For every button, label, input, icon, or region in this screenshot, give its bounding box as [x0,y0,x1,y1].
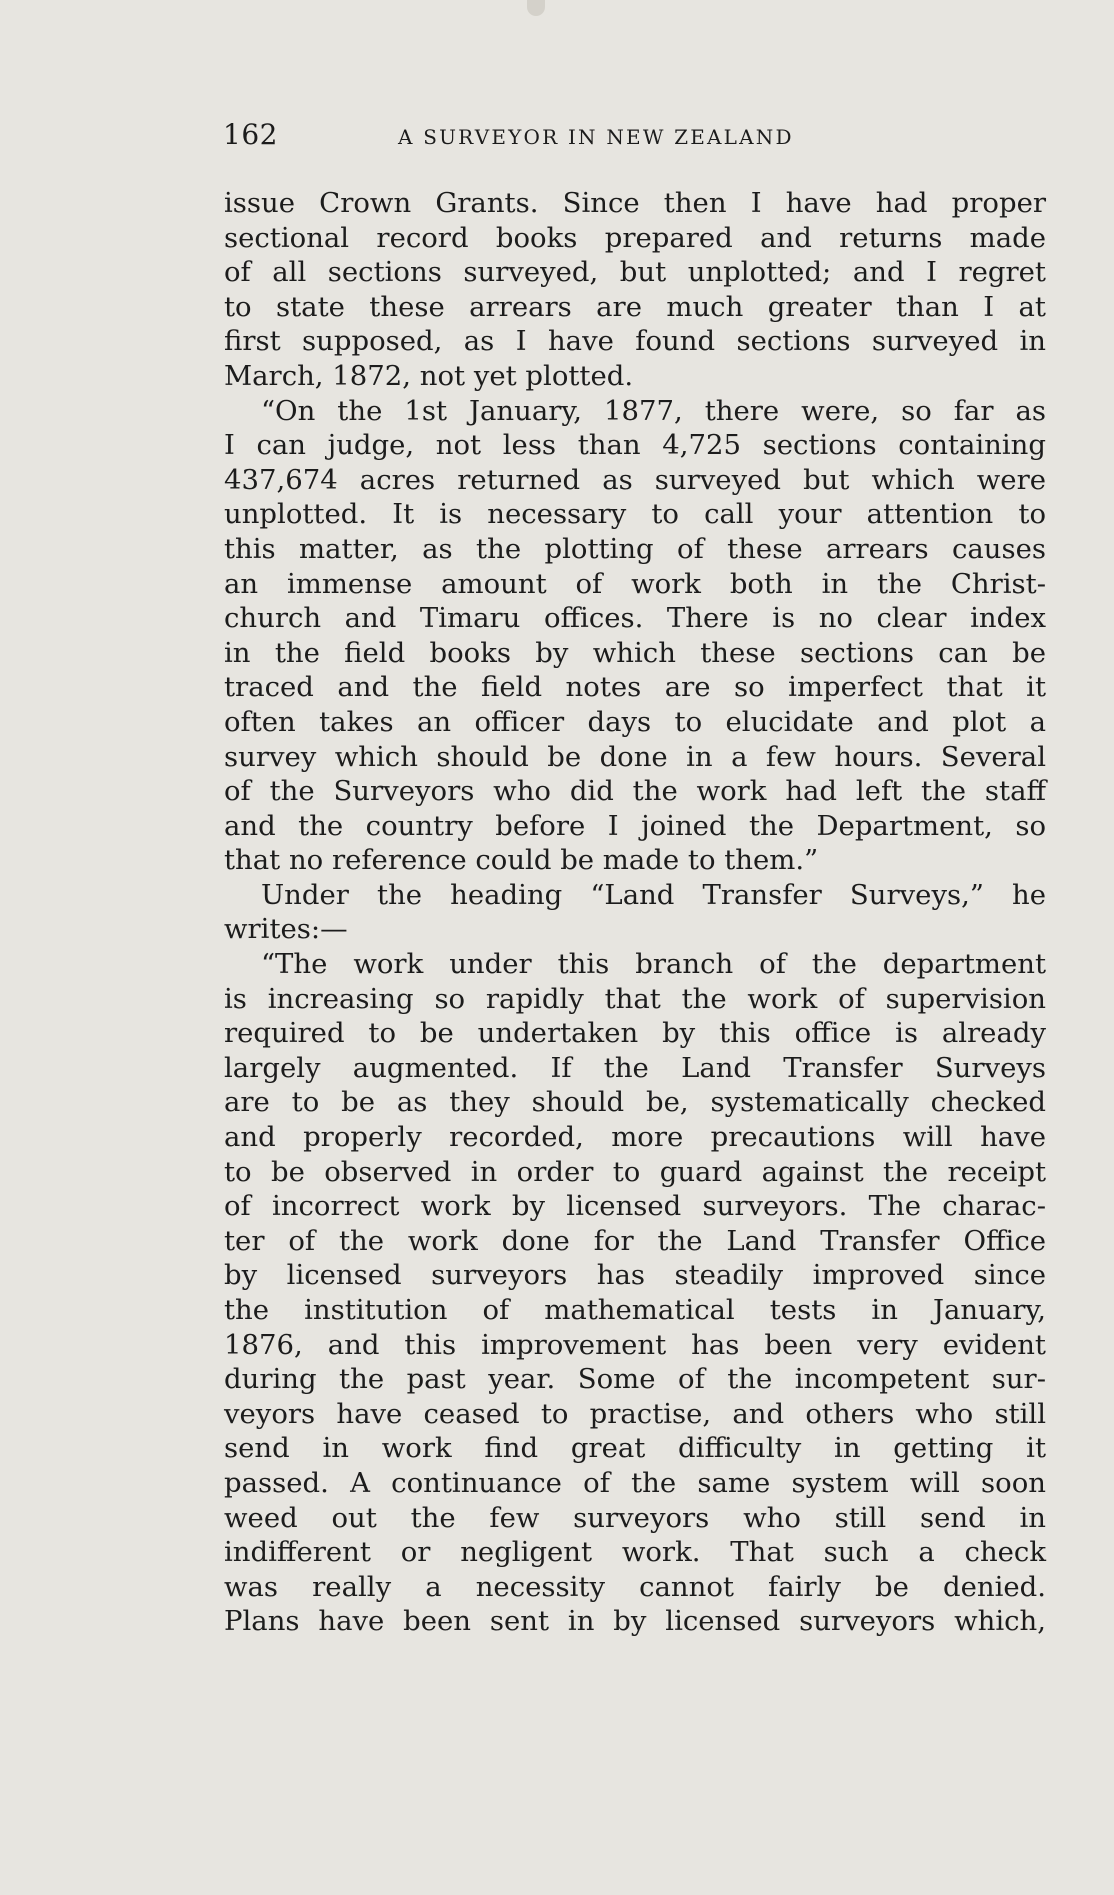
page-header [223,118,1045,158]
text-line: traced and the field notes are so imperfect that it [224,671,1046,704]
paragraph [224,947,1046,1639]
text-line: to state these arrears are much greater than I at [224,290,1046,323]
text-line: by licensed surveyors has steadily improved since [224,1259,1046,1292]
text-line: is increasing so rapidly that the work of supervision [224,982,1046,1015]
text-line: unplotted. It is necessary to call your attention to [224,498,1046,531]
text-line: this matter, as the plotting of these arrears causes [224,532,1046,565]
paragraph [224,878,1046,947]
text-line: that no reference could be made to them.” [224,844,819,877]
text-line: “On the 1st January, 1877, there were, so far as [261,394,1046,427]
text-line: of the Surveyors who did the work had left the staff [224,775,1046,808]
text-line: March, 1872, not yet plotted. [224,359,634,392]
text-line: are to be as they should be, systematically checked [224,1086,1046,1119]
running-title: A SURVEYOR IN NEW ZEALAND [398,125,794,149]
text-line: 437,674 acres returned as surveyed but which were [224,463,1046,496]
body-text [224,186,1046,1639]
text-line: passed. A continuance of the same system will soon [224,1466,1046,1499]
text-line: sectional record books prepared and returns made [224,221,1046,254]
text-line: issue Crown Grants. Since then I have had proper [224,187,1046,219]
text-line: first supposed, as I have found sections surveyed in [224,325,1046,358]
text-line: church and Timaru offices. There is no clear index [224,602,1046,635]
text-line: and the country before I joined the Department, so [224,809,1046,842]
page-number: 162 [223,118,278,151]
text-line: survey which should be done in a few hours. Several [224,740,1046,773]
text-line: ter of the work done for the Land Transfer Office [224,1224,1046,1257]
text-line: I can judge, not less than 4,725 sections containing [224,429,1046,462]
paragraph [224,394,1046,878]
text-line: send in work find great difficulty in getting it [224,1432,1046,1465]
text-line: often takes an officer days to elucidate and plot a [224,705,1046,738]
text-line: the institution of mathematical tests in January, [224,1294,1046,1326]
text-line: indifferent or negligent work. That such a check [224,1536,1046,1569]
text-line: during the past year. Some of the incompetent sur- [224,1363,1046,1396]
page-edge-mark [527,0,545,16]
text-line: “The work under this branch of the department [261,948,1046,981]
text-line: an immense amount of work both in the Christ- [224,567,1046,600]
text-line: of all sections surveyed, but unplotted; and I regret [224,256,1046,289]
text-line: Under the heading “Land Transfer Surveys,” he [261,878,1046,911]
text-line: was really a necessity cannot fairly be denied. [224,1570,1046,1603]
text-line: 1876, and this improvement has been very evident [224,1328,1046,1361]
text-line: weed out the few surveyors who still send in [224,1501,1046,1534]
paragraph [224,186,1046,394]
text-line: veyors have ceased to practise, and others who still [224,1397,1046,1430]
text-line: to be observed in order to guard against the receipt [224,1155,1046,1188]
text-line: and properly recorded, more precautions will have [224,1121,1046,1154]
text-line: in the field books by which these sections can be [224,636,1046,669]
text-line: largely augmented. If the Land Transfer Surveys [224,1051,1046,1084]
text-line: Plans have been sent in by licensed surveyors which, [224,1605,1046,1638]
text-line: required to be undertaken by this office is already [224,1017,1046,1050]
text-line: of incorrect work by licensed surveyors. The charac- [224,1190,1046,1223]
text-line: writes:— [224,913,348,946]
